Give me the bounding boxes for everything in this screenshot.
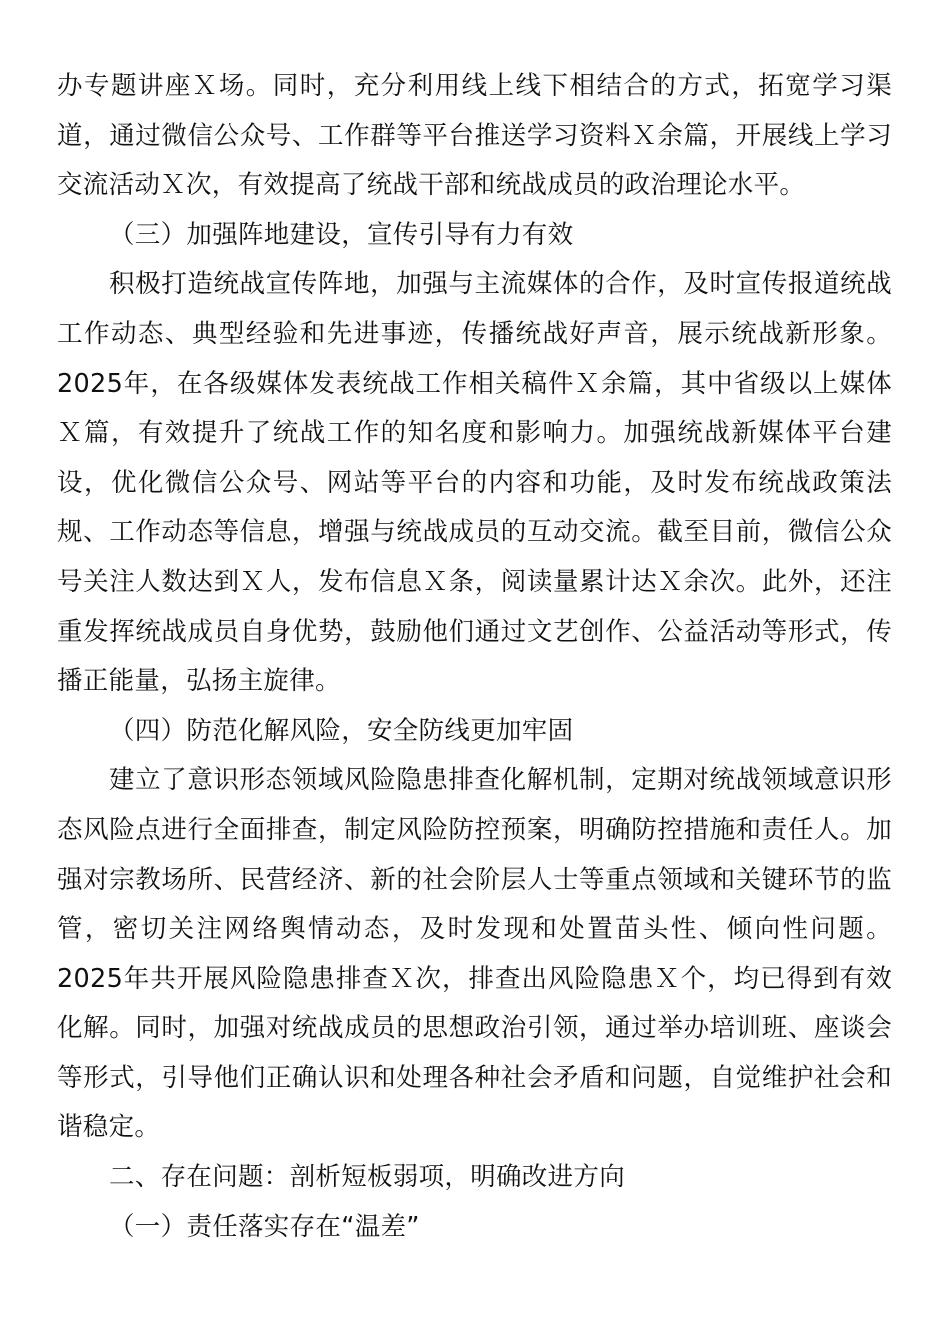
section-heading-three: （三）加强阵地建设，宣传引导有力有效 bbox=[109, 219, 574, 250]
section-heading-four: （四）防范化解风险，安全防线更加牢固 bbox=[109, 715, 574, 746]
document-body bbox=[57, 62, 892, 1252]
paragraph-risk-prevention: 建立了意识形态领域风险隐患排查化解机制，定期对统战领域意识形态风险点进行全面排查，制定风险防控预案，明确防控措施和责任人。加强对宗教场所、民营经济、新的社会阶层人士等重点领域和关键环节的监管，密切关注网络舆情动态，及时发现和处置苗头性、倾向性问题。2025年共开展风险隐患排查Ｘ次，排查出风险隐患Ｘ个，均已得到有效化解。同时，加强对统战成员的思想政治引领，通过举办培训班、座谈会等形式，引导他们正确认识和处理各种社会矛盾和问题，自觉维护社会和谐稳定。 bbox=[57, 765, 892, 1143]
section-heading-one: （一）责任落实存在“温差” bbox=[109, 1211, 420, 1242]
paragraph-publicity: 积极打造统战宣传阵地，加强与主流媒体的合作，及时宣传报道统战工作动态、典型经验和先进事迹，传播统战好声音，展示统战新形象。2025年，在各级媒体发表统战工作相关稿件Ｘ余篇，其中省级以上媒体Ｘ篇，有效提升了统战工作的知名度和影响力。加强统战新媒体平台建设，优化微信公众号、网站等平台的内容和功能，及时发布统战政策法规、工作动态等信息，增强与统战成员的互动交流。截至目前，微信公众号关注人数达到Ｘ人，发布信息Ｘ条，阅读量累计达Ｘ余次。此外，还注重发挥统战成员自身优势，鼓励他们通过文艺创作、公益活动等形式，传播正能量，弘扬主旋律。 bbox=[57, 269, 892, 697]
paragraph-continued: 办专题讲座Ｘ场。同时，充分利用线上线下相结合的方式，拓宽学习渠道，通过微信公众号、工作群等平台推送学习资料Ｘ余篇，开展线上学习交流活动Ｘ次，有效提高了统战干部和统战成员的政治理论水平。 bbox=[57, 71, 892, 201]
chapter-heading-problems: 二、存在问题：剖析短板弱项，明确改进方向 bbox=[109, 1162, 626, 1193]
